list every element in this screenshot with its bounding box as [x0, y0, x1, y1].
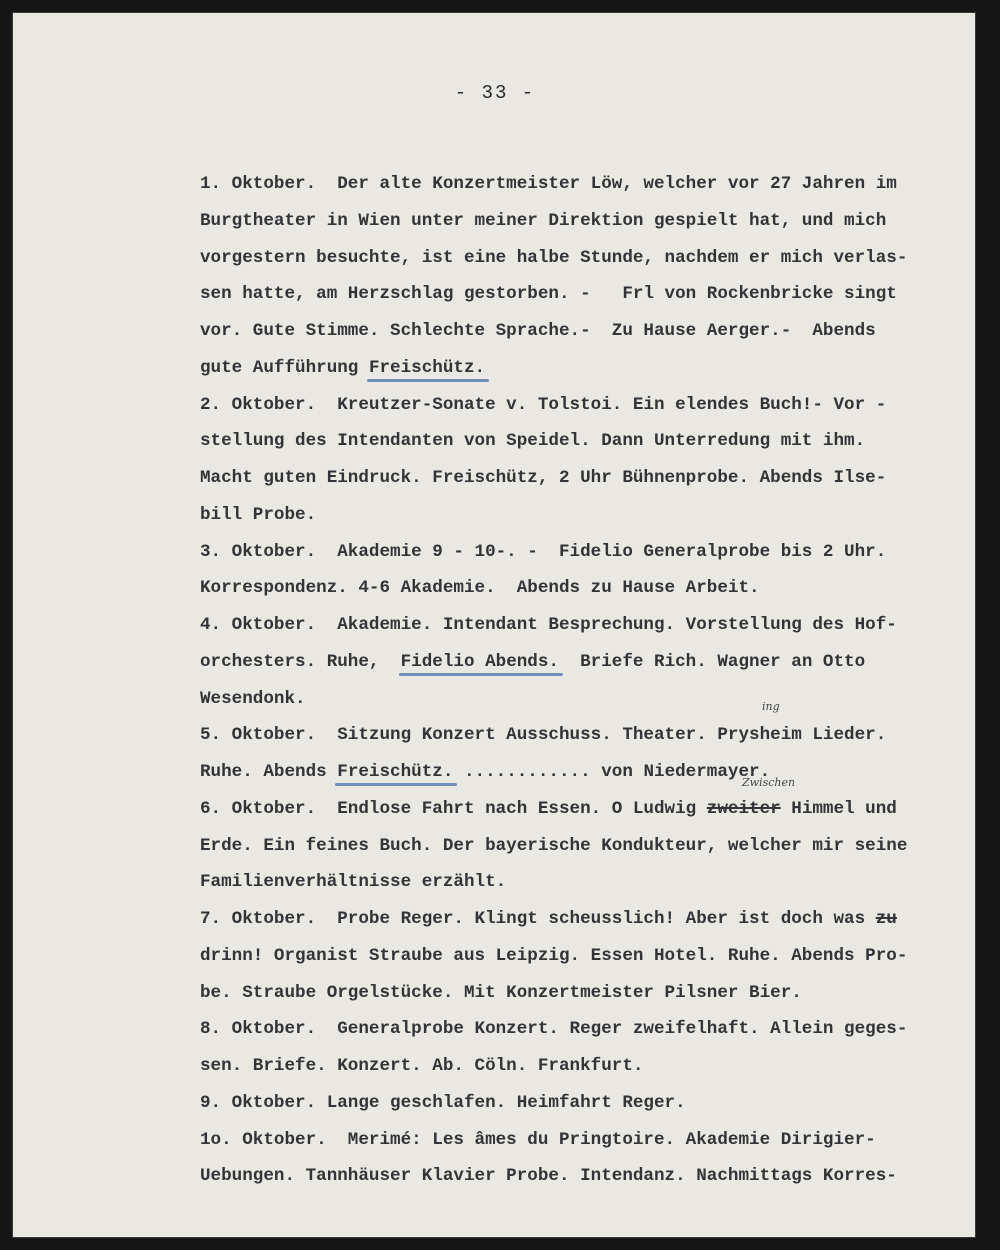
text-segment: vor. Gute Stimme. Schlechte Sprache.- Zu Hause Aerger.- Abends — [200, 321, 876, 341]
text-segment: sen hatte, am Herzschlag gestorben. - Frl von Rockenbricke singt — [200, 284, 897, 305]
text-line — [200, 1085, 960, 1122]
text-line — [200, 864, 960, 901]
handwritten-correction-ing: ing — [762, 700, 780, 713]
text-segment: 8. Oktober. Generalprobe Konzert. Reger zweifelhaft. Allein geges- — [200, 1019, 908, 1040]
text-line — [200, 1011, 960, 1048]
text-line — [200, 497, 960, 534]
page-number: - 33 - — [454, 82, 536, 104]
text-segment: Macht guten Eindruck. Freischütz, 2 Uhr Bühnenprobe. Abends Ilse- — [200, 468, 887, 488]
text-line — [200, 975, 960, 1012]
text-line — [200, 938, 960, 975]
text-segment: 9. Oktober. Lange geschlafen. Heimfahrt Reger. — [200, 1092, 686, 1113]
text-line — [200, 644, 960, 681]
text-line — [200, 828, 960, 865]
text-segment: Himmel und — [780, 798, 897, 819]
text-line — [200, 423, 960, 460]
text-line — [200, 534, 960, 571]
text-line — [200, 570, 960, 607]
text-line — [200, 240, 960, 277]
struck-text: zu — [875, 909, 897, 929]
handwritten-correction-zwischen: Zwischen — [742, 776, 796, 789]
text-line — [200, 1122, 960, 1159]
text-line — [200, 203, 960, 240]
text-segment: bill Probe. — [200, 504, 317, 525]
text-segment: Wesendonk. — [200, 688, 306, 709]
text-segment: 3. Oktober. Akademie 9 - 10-. - Fidelio Generalprobe bis 2 Uhr. — [200, 541, 887, 562]
text-segment: stellung des Intendanten von Speidel. Dann Unterredung mit ihm. — [200, 431, 866, 452]
underlined-text: Freischütz. — [368, 357, 486, 378]
text-segment: 5. Oktober. Sitzung Konzert Ausschuss. Theater. Prysheim Lieder. — [200, 725, 887, 746]
text-line — [200, 607, 960, 644]
text-segment: Erde. Ein feines Buch. Der bayerische Kondukteur, welcher mir seine — [200, 835, 908, 856]
text-segment: Burgtheater in Wien unter meiner Direktion gespielt hat, und mich — [200, 210, 887, 231]
text-line — [200, 166, 960, 203]
text-line — [200, 901, 960, 938]
text-line — [200, 460, 960, 497]
text-segment: 2. Oktober. Kreutzer-Sonate v. Tolstoi. Ein elendes Buch!- Vor - — [200, 394, 887, 415]
text-segment: vorgestern besuchte, ist eine halbe Stunde, nachdem er mich verlas- — [200, 247, 908, 268]
struck-text: zweiter — [706, 798, 781, 819]
text-segment: Briefe Rich. Wagner an Otto — [558, 651, 866, 672]
diary-text — [200, 166, 960, 1195]
text-segment: 6. Oktober. Endlose Fahrt nach Essen. O Ludwig — [200, 798, 707, 819]
text-line — [200, 313, 960, 350]
text-segment: Familienverhältnisse erzählt. — [200, 872, 507, 893]
text-line — [200, 276, 960, 313]
text-segment: orchesters. Ruhe, — [200, 651, 401, 672]
text-segment: Korrespondenz. 4-6 Akademie. Abends zu Hause Arbeit. — [200, 578, 760, 599]
text-line — [200, 791, 960, 828]
text-segment: gute Aufführung — [200, 357, 369, 378]
text-segment: 1o. Oktober. Merimé: Les âmes du Pringtoire. Akademie Dirigier- — [200, 1129, 876, 1150]
text-line — [200, 1048, 960, 1085]
text-segment: 7. Oktober. Probe Reger. Klingt scheusslich! Aber ist doch was — [200, 909, 876, 929]
text-line — [200, 754, 960, 791]
text-segment: be. Straube Orgelstücke. Mit Konzertmeister Pilsner Bier. — [200, 982, 802, 1003]
text-line — [200, 717, 960, 754]
underlined-text: Fidelio Abends. — [400, 651, 559, 672]
underlined-text: Freischütz. — [337, 762, 454, 782]
text-line — [200, 681, 960, 718]
text-segment: sen. Briefe. Konzert. Ab. Cöln. Frankfurt. — [200, 1056, 644, 1076]
text-segment: ............ von Niedermayer. — [453, 762, 771, 782]
text-segment: Ruhe. Abends — [200, 762, 338, 782]
text-segment: drinn! Organist Straube aus Leipzig. Essen Hotel. Ruhe. Abends Pro- — [200, 945, 908, 966]
text-segment: Uebungen. Tannhäuser Klavier Probe. Intendanz. Nachmittags Korres- — [200, 1166, 897, 1187]
text-line — [200, 387, 960, 424]
text-segment: 4. Oktober. Akademie. Intendant Besprechung. Vorstellung des Hof- — [200, 615, 897, 635]
text-line — [200, 350, 960, 387]
text-line — [200, 1158, 960, 1195]
text-segment: 1. Oktober. Der alte Konzertmeister Löw, welcher vor 27 Jahren im — [200, 174, 897, 194]
